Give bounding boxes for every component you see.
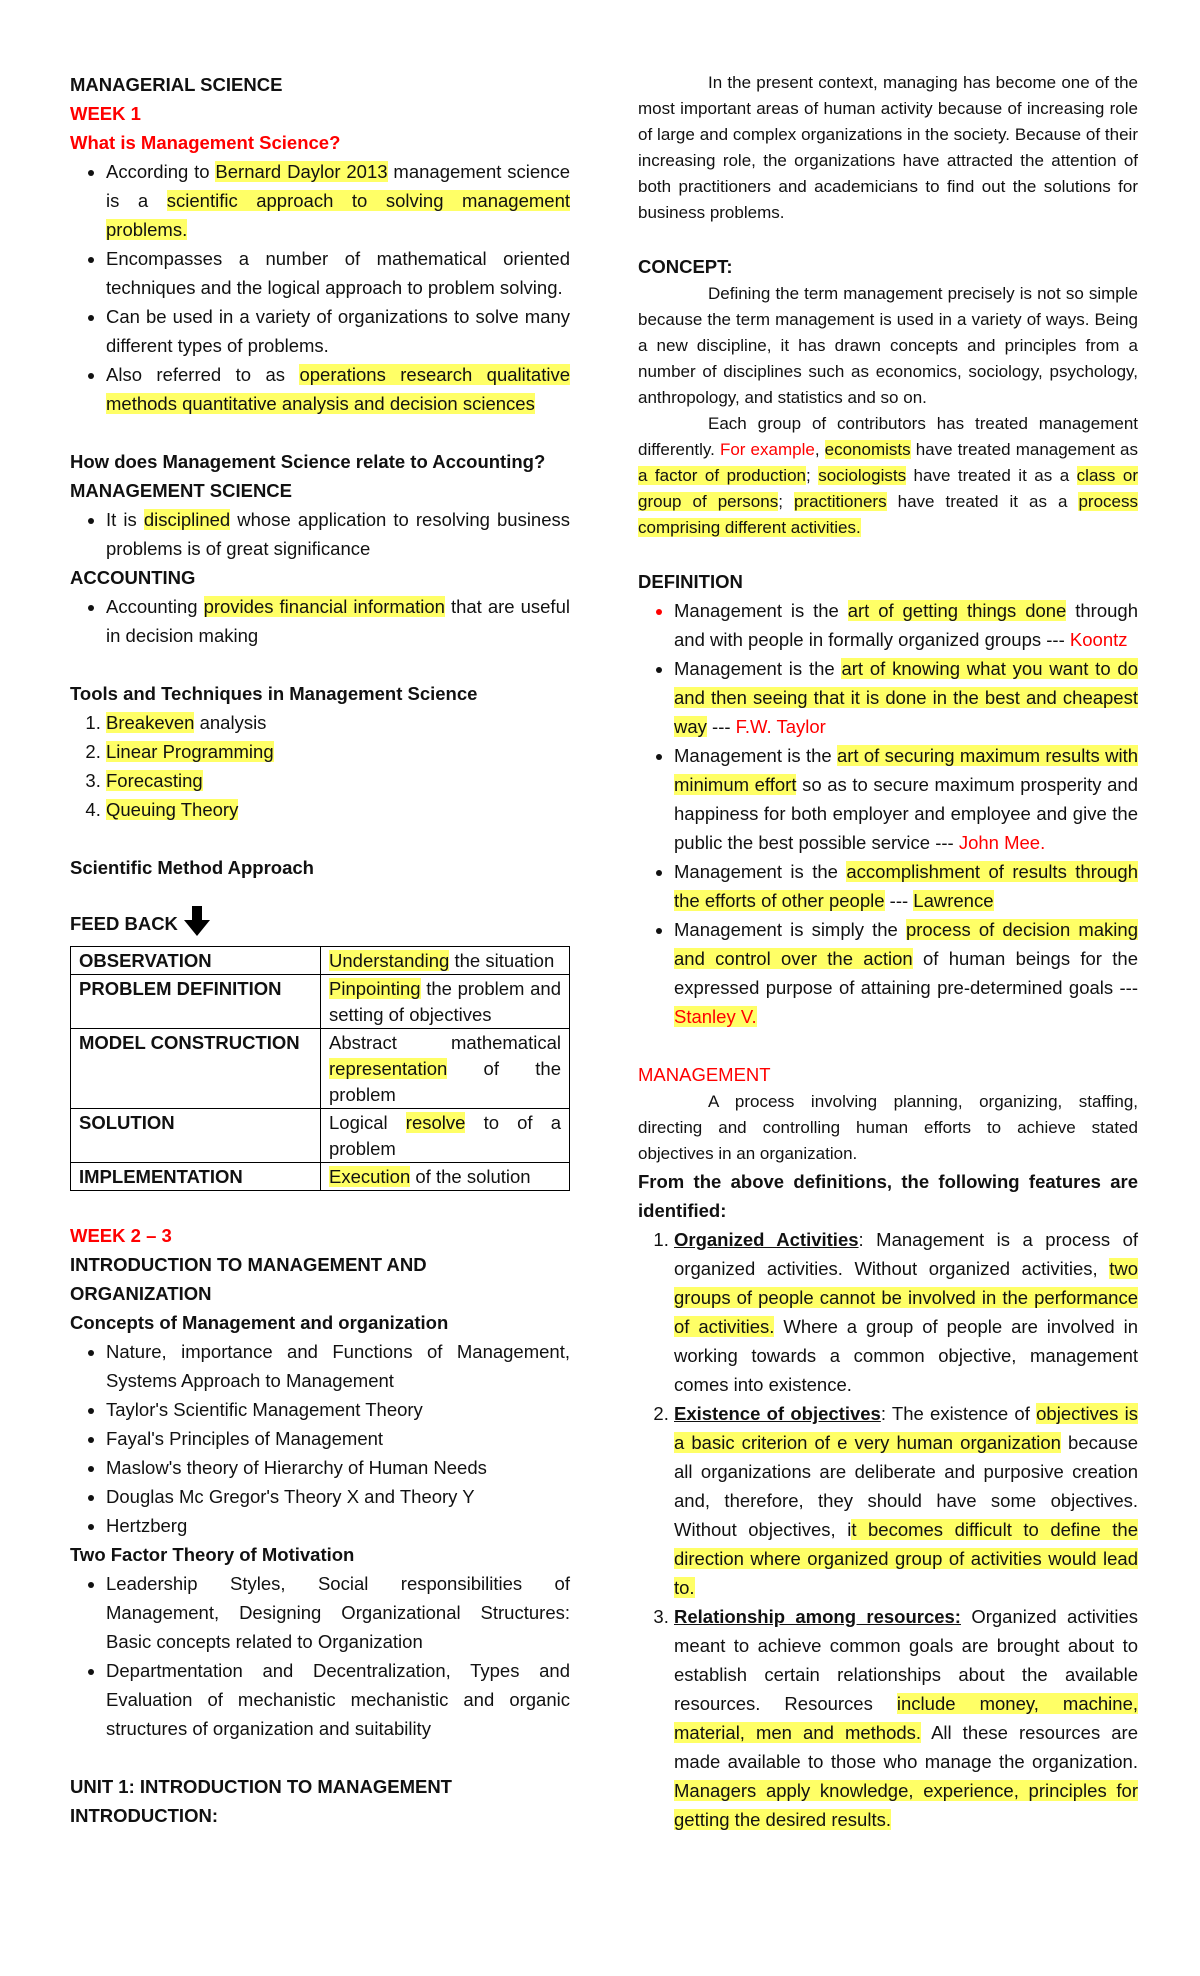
highlight: Bernard Daylor 2013 bbox=[215, 161, 388, 182]
right-column bbox=[638, 70, 1138, 1834]
highlight: resolve bbox=[405, 1112, 466, 1133]
list-item: • Departmentation and Decentralization, Types and Evaluation of mechanistic mechanistic and organic structures of organization and suitability bbox=[106, 1656, 570, 1743]
highlight: art of getting things done bbox=[847, 600, 1067, 621]
text: Management is the bbox=[674, 861, 847, 882]
concept-heading: CONCEPT: bbox=[638, 256, 733, 277]
list-item bbox=[106, 766, 570, 795]
feature-title: Organized Activities bbox=[674, 1229, 859, 1250]
text: have treated management as bbox=[910, 440, 1138, 459]
text: : The existence of bbox=[880, 1403, 1037, 1424]
list-item bbox=[106, 795, 570, 824]
highlight: sociologists bbox=[818, 466, 907, 485]
text: FEED BACK bbox=[70, 913, 178, 934]
table-cell bbox=[321, 1109, 570, 1163]
highlight: Breakeven bbox=[106, 712, 195, 733]
text: According to bbox=[106, 161, 216, 182]
introduction-label: INTRODUCTION: bbox=[70, 1805, 218, 1826]
definition-list bbox=[638, 596, 1138, 1031]
concept-paragraph-1: Defining the term management precisely is not so simple because the term management is used in a variety of ways. Being a new discipline, it has drawn concepts and principles from a number of disciplines such as economics, sociology, psychology, anthropology, and statistics and so on. bbox=[638, 284, 1138, 407]
text: For example bbox=[719, 440, 815, 459]
feedback-label bbox=[70, 906, 570, 944]
list-item: • Nature, importance and Functions of Management, Systems Approach to Management bbox=[106, 1337, 570, 1395]
text: John Mee. bbox=[958, 832, 1046, 853]
highlight: Pinpointing bbox=[329, 978, 421, 999]
concepts-heading: Concepts of Management and organization bbox=[70, 1312, 449, 1333]
table-cell bbox=[321, 1029, 570, 1109]
spacer bbox=[638, 541, 1138, 567]
text: It is bbox=[106, 509, 144, 530]
text: Also referred to as bbox=[106, 364, 300, 385]
text: Organized activities meant to achieve common goals are brought about to establish certain relationships about the available resources. Resources bbox=[674, 1606, 1138, 1714]
text: that are useful in decision making bbox=[106, 596, 570, 646]
list-item bbox=[106, 737, 570, 766]
features-heading: From the above definitions, the following features are identified: bbox=[638, 1171, 1138, 1221]
list-item bbox=[674, 1602, 1138, 1834]
table-row bbox=[71, 975, 570, 1029]
list-item: • Leadership Styles, Social responsibilities of Management, Designing Organizational Structures: Basic concepts related to Organization bbox=[106, 1569, 570, 1656]
table-cell bbox=[321, 947, 570, 975]
text: analysis bbox=[194, 712, 267, 733]
text: through and with people in formally organized groups --- bbox=[674, 600, 1138, 650]
list-item bbox=[674, 1399, 1138, 1602]
scientific-method-heading: Scientific Method Approach bbox=[70, 857, 314, 878]
intro-paragraph: In the present context, managing has become one of the most important areas of human activity because of increasing role of large and complex organizations in the society. Because of their increasing role, the organizations have attracted the attention of both practitioners and academicians to find out the solutions for business problems. bbox=[638, 73, 1138, 222]
text: the situation bbox=[449, 950, 555, 971]
spacer bbox=[70, 1191, 570, 1221]
list-item bbox=[106, 505, 570, 563]
highlight: Understanding bbox=[329, 950, 450, 971]
tools-list bbox=[70, 708, 570, 824]
list-item: • Douglas Mc Gregor's Theory X and Theory Y bbox=[106, 1482, 570, 1511]
features-section bbox=[638, 1167, 1138, 1834]
list-item bbox=[106, 592, 570, 650]
features-list bbox=[638, 1225, 1138, 1834]
list-item bbox=[106, 157, 570, 244]
text: Accounting bbox=[106, 596, 204, 617]
table-cell: IMPLEMENTATION bbox=[71, 1163, 321, 1191]
list-item bbox=[674, 857, 1138, 915]
text: Management is the bbox=[674, 745, 837, 766]
text: All these resources are made available to those who manage the organization. bbox=[674, 1722, 1139, 1772]
down-arrow-icon bbox=[184, 906, 210, 944]
text: Where a group of people are involved in working towards a common objective, management comes into existence. bbox=[674, 1316, 1138, 1395]
table-cell: PROBLEM DEFINITION bbox=[71, 975, 321, 1029]
text: Abstract mathematical bbox=[329, 1032, 561, 1053]
text: Management is simply the bbox=[674, 919, 906, 940]
unit1-heading: UNIT 1: INTRODUCTION TO MANAGEMENT bbox=[70, 1776, 452, 1797]
spacer bbox=[638, 226, 1138, 252]
highlight: a factor of production bbox=[638, 466, 806, 485]
accounting-subheading: ACCOUNTING bbox=[70, 567, 196, 588]
left-column bbox=[70, 70, 570, 1830]
concept-paragraph-2 bbox=[638, 411, 1138, 541]
text: : Management is a process of organized activities. Without organized activities, bbox=[674, 1229, 1138, 1279]
highlight: representation bbox=[329, 1058, 448, 1079]
relate-heading: How does Management Science relate to Accounting? bbox=[70, 451, 546, 472]
tools-heading: Tools and Techniques in Management Science bbox=[70, 683, 478, 704]
definition-section bbox=[638, 567, 1138, 1089]
list-item: • Can be used in a variety of organizations to solve many different types of problems. bbox=[106, 302, 570, 360]
highlight: Lawrence bbox=[913, 890, 994, 911]
highlight: scientific approach to solving management problems. bbox=[106, 190, 571, 240]
highlight: disciplined bbox=[143, 509, 231, 530]
table-cell: SOLUTION bbox=[71, 1109, 321, 1163]
highlight: Linear Programming bbox=[106, 741, 274, 762]
table-cell bbox=[321, 975, 570, 1029]
spacer bbox=[70, 1743, 570, 1772]
accounting-list bbox=[70, 592, 570, 650]
highlight: Forecasting bbox=[106, 770, 203, 791]
list-item: • Hertzberg bbox=[106, 1511, 570, 1540]
highlight: Managers apply knowledge, experience, principles for getting the desired results. bbox=[674, 1780, 1138, 1830]
doc-title: MANAGERIAL SCIENCE bbox=[70, 74, 283, 95]
highlight: art of knowing what you want to do and then seeing that it is done in the best and cheapest way bbox=[674, 658, 1138, 737]
text: whose application to resolving business problems is of great significance bbox=[106, 509, 571, 559]
text: Management is the bbox=[674, 600, 848, 621]
spacer bbox=[638, 1031, 1138, 1060]
feature-title: Relationship among resources: bbox=[674, 1606, 961, 1627]
intro-mgmt-heading: INTRODUCTION TO MANAGEMENT AND ORGANIZATION bbox=[70, 1254, 427, 1304]
list-item bbox=[674, 596, 1138, 654]
what-is-ms-heading: What is Management Science? bbox=[70, 132, 341, 153]
list-item: • Fayal's Principles of Management bbox=[106, 1424, 570, 1453]
scientific-method-table bbox=[70, 946, 570, 1191]
highlight: Queuing Theory bbox=[106, 799, 239, 820]
list-item bbox=[674, 741, 1138, 857]
highlight: include money, machine, material, men and methods. bbox=[674, 1693, 1138, 1743]
highlight: art of securing maximum results with minimum effort bbox=[674, 745, 1139, 795]
ms-definition-list bbox=[70, 157, 570, 418]
text: Each group of contributors has treated management differently. bbox=[638, 414, 1138, 459]
text: Management is the bbox=[674, 658, 842, 679]
text: have treated it as a bbox=[906, 466, 1077, 485]
table-row bbox=[71, 947, 570, 975]
text: so as to secure maximum prosperity and happiness for both employer and employee and give the public the best possible service --- bbox=[674, 774, 1138, 853]
week23-heading: WEEK 2 – 3 bbox=[70, 1225, 172, 1246]
definition-heading: DEFINITION bbox=[638, 571, 743, 592]
highlight: class or group of persons bbox=[638, 466, 1138, 511]
highlight: accomplishment of results through the efforts of other people bbox=[674, 861, 1139, 911]
text: ; bbox=[805, 466, 819, 485]
table-cell: OBSERVATION bbox=[71, 947, 321, 975]
list-item bbox=[674, 915, 1138, 1031]
text: have treated it as a bbox=[886, 492, 1079, 511]
text: Koontz bbox=[1069, 629, 1128, 650]
text: --- bbox=[884, 890, 914, 911]
table-cell: MODEL CONSTRUCTION bbox=[71, 1029, 321, 1109]
text: ; bbox=[778, 492, 794, 511]
week1-heading: WEEK 1 bbox=[70, 103, 141, 124]
list-item: • Taylor's Scientific Management Theory bbox=[106, 1395, 570, 1424]
list-item: • Maslow's theory of Hierarchy of Human Needs bbox=[106, 1453, 570, 1482]
two-factor-heading: Two Factor Theory of Motivation bbox=[70, 1544, 355, 1565]
highlight: process comprising different activities. bbox=[638, 492, 1138, 537]
highlight: operations research qualitative methods quantitative analysis and decision sciences bbox=[106, 364, 570, 414]
concepts-list-2 bbox=[70, 1569, 570, 1743]
text: the problem and setting of objectives bbox=[329, 978, 561, 1025]
spacer bbox=[70, 418, 570, 447]
ms-subheading: MANAGEMENT SCIENCE bbox=[70, 480, 293, 501]
spacer bbox=[70, 882, 570, 906]
highlight: provides financial information bbox=[203, 596, 445, 617]
highlight: t becomes difficult to define the direction where organized group of activities would lead to. bbox=[674, 1519, 1138, 1598]
list-item bbox=[674, 1225, 1138, 1399]
text: to of a problem bbox=[329, 1112, 561, 1159]
ms-list bbox=[70, 505, 570, 563]
text: of the problem bbox=[329, 1058, 561, 1105]
text: --- bbox=[706, 716, 736, 737]
highlight: Execution bbox=[329, 1166, 411, 1187]
highlight: two groups of people cannot be involved in the performance of activities. bbox=[674, 1258, 1138, 1337]
list-item bbox=[106, 360, 570, 418]
table-row bbox=[71, 1163, 570, 1191]
text: , bbox=[814, 440, 825, 459]
management-paragraph: A process involving planning, organizing, staffing, directing and controlling human efforts to achieve stated objectives in an organization. bbox=[638, 1092, 1138, 1163]
text: because all organizations are deliberate and purposive creation and, therefore, they should have some objectives. Without objectives, i bbox=[674, 1432, 1138, 1540]
text: Logical bbox=[329, 1112, 406, 1133]
highlight: process of decision making and control over the action bbox=[674, 919, 1138, 969]
concepts-list bbox=[70, 1337, 570, 1540]
table-row bbox=[71, 1109, 570, 1163]
text: of the solution bbox=[410, 1166, 531, 1187]
text: of human beings for the expressed purpose of attaining pre-determined goals --- bbox=[674, 948, 1138, 998]
spacer bbox=[70, 650, 570, 679]
management-heading: MANAGEMENT bbox=[638, 1064, 771, 1085]
spacer bbox=[70, 824, 570, 853]
list-item bbox=[106, 708, 570, 737]
highlight: economists bbox=[824, 440, 911, 459]
highlight: objectives is a basic criterion of e very human organization bbox=[674, 1403, 1139, 1453]
list-item bbox=[674, 654, 1138, 741]
highlight: practitioners bbox=[793, 492, 887, 511]
text: F.W. Taylor bbox=[735, 716, 826, 737]
highlight: Stanley V. bbox=[674, 1006, 757, 1027]
table-cell bbox=[321, 1163, 570, 1191]
text: management science is a bbox=[106, 161, 570, 211]
feature-title: Existence of objectives bbox=[674, 1403, 881, 1424]
table-row bbox=[71, 1029, 570, 1109]
list-item: • Encompasses a number of mathematical oriented techniques and the logical approach to problem solving. bbox=[106, 244, 570, 302]
